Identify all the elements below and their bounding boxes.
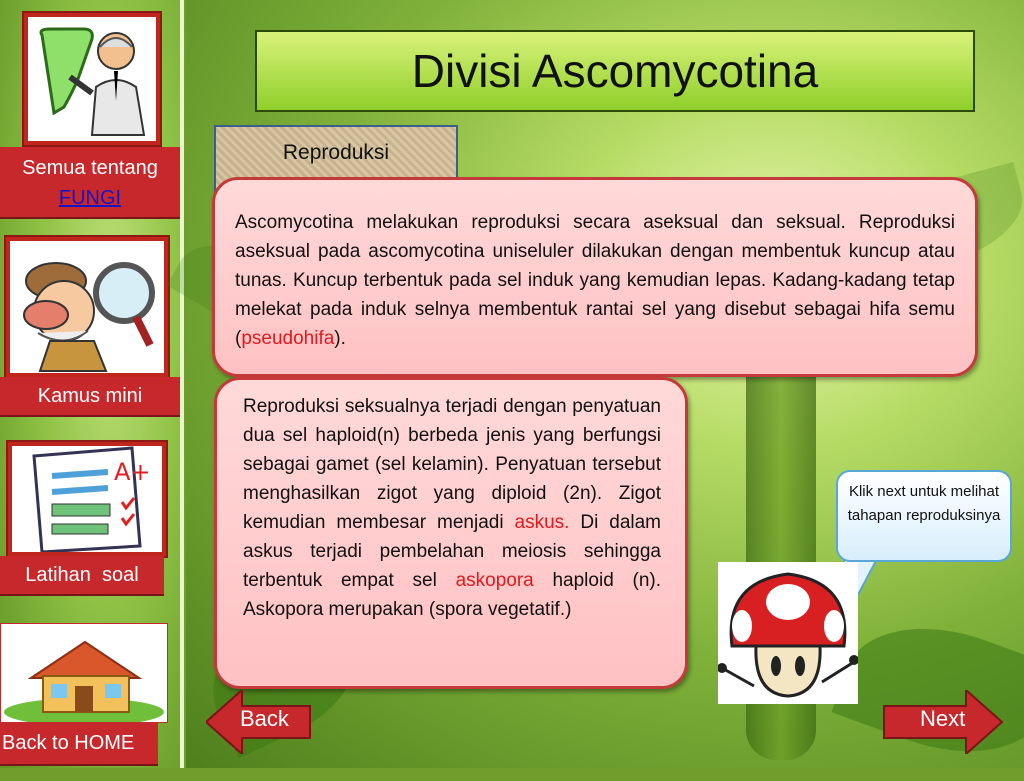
asexual-reproduction-box xyxy=(212,177,978,377)
test-paper-thumbnail[interactable] xyxy=(8,442,166,556)
detective-thumbnail[interactable] xyxy=(6,237,168,377)
sidebar-item-label: Back to HOME xyxy=(2,732,135,754)
section-tab-label: Reproduksi xyxy=(282,141,390,164)
sidebar-item-semua-tentang-fungi[interactable] xyxy=(0,147,180,217)
back-to-home-button[interactable] xyxy=(0,722,158,764)
sidebar xyxy=(0,0,184,768)
sidebar-item-latihan-soal[interactable] xyxy=(0,556,164,594)
back-button[interactable] xyxy=(206,690,312,754)
askopora-term: askopora xyxy=(455,570,534,591)
paragraph1-text: Ascomycotina melakukan reproduksi secara aseksual dan seksual. Reproduksi aseksual pada ascomycotina uniseluler dilakukan dengan membentuk kuncup atau tunas. Kuncup terbentuk pada sel induk yang kemudian lepas. Kadang-kadang tetap melekat pada induk selnya membentuk rantai sel yang disebut sebagai hifa semu ( xyxy=(235,212,955,349)
home-thumbnail[interactable] xyxy=(0,623,168,723)
sexual-reproduction-box xyxy=(214,377,688,689)
paragraph2-part-b: Di dalam askus terjadi pembelahan meiosis sehingga terbentuk empat sel xyxy=(243,512,661,591)
paragraph2-part-c: haploid (n). Askopora merupakan (spora vegetatif.) xyxy=(243,570,662,620)
askus-term: askus. xyxy=(514,512,570,533)
sidebar-item-kamus-mini[interactable] xyxy=(0,377,180,415)
hint-speech-bubble xyxy=(836,470,1012,562)
hint-text: Klik next untuk melihat tahapan reproduksinya xyxy=(847,483,1001,524)
pseudohifa-term: pseudohifa xyxy=(241,328,335,349)
mushroom-mascot xyxy=(718,562,858,704)
mushroom-icon xyxy=(718,562,858,704)
paragraph2-part-a: Reproduksi seksualnya terjadi dengan penyatuan dua sel haploid(n) berbeda jenis yang berfungsi sebagai gamet (sel kelamin). Penyatuan tersebut menghasilkan zigot yang diploid (2n). Zigot kemudian membesar menjadi xyxy=(243,396,661,533)
paragraph1-end: ). xyxy=(334,328,346,349)
page-title-box xyxy=(255,30,975,112)
teacher-thumbnail[interactable] xyxy=(24,13,160,145)
house-icon xyxy=(1,624,167,722)
detective-magnifier-icon xyxy=(10,241,164,373)
back-button-label: Back xyxy=(240,706,289,731)
fungi-link[interactable]: FUNGI xyxy=(58,187,122,209)
sidebar-item-label: Semua tentang xyxy=(22,157,158,179)
test-paper-icon xyxy=(12,446,162,552)
page-title: Divisi Ascomycotina xyxy=(411,45,819,97)
sidebar-item-label: Kamus mini xyxy=(37,385,143,407)
next-button[interactable] xyxy=(882,690,1004,754)
sidebar-item-label: Latihan soal xyxy=(25,564,139,586)
next-button-label: Next xyxy=(920,706,966,731)
svg-text:A+: A+ xyxy=(114,458,151,486)
teacher-icon xyxy=(28,17,156,141)
